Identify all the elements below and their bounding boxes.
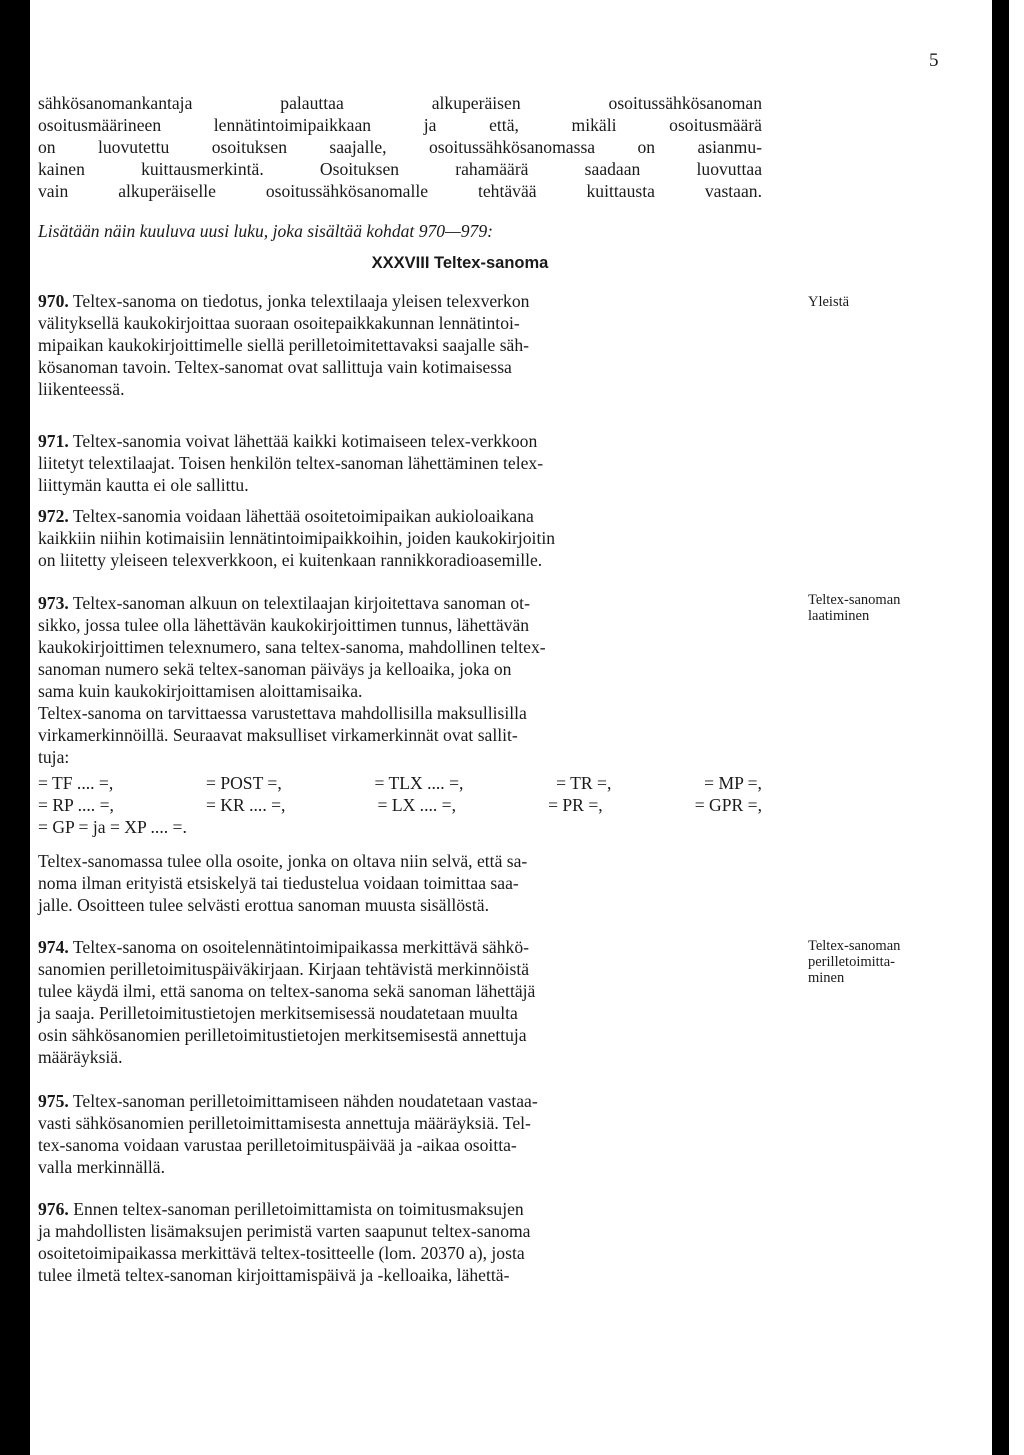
- section-971: [38, 430, 762, 496]
- code: = TR =,: [556, 773, 612, 793]
- text-line: tuja:: [38, 747, 70, 767]
- text-line: ja mahdollisten lisämaksujen perimistä varten saapunut teltex-sanoma: [38, 1221, 531, 1241]
- code: = GP = ja = XP .... =.: [38, 817, 187, 837]
- intro-paragraph: [38, 92, 762, 282]
- code: = TLX .... =,: [374, 773, 464, 793]
- code: = GPR =,: [694, 795, 762, 815]
- section-number: 970.: [38, 291, 69, 311]
- section-number: 971.: [38, 431, 69, 451]
- text-line: Teltex-sanoman perilletoimittamiseen nähden noudatetaan vastaa-: [72, 1091, 538, 1111]
- text-line: valla merkinnällä.: [38, 1157, 166, 1177]
- side-note-line: Teltex-sanoman: [808, 592, 901, 608]
- service-codes: [38, 772, 762, 838]
- text-line: vain alkuperäiselle osoitussähkösanomalle tehtävää kuittausta vastaan.: [38, 181, 762, 201]
- code: = POST =,: [206, 773, 282, 793]
- code: = MP =,: [704, 773, 762, 793]
- side-note-line: minen: [808, 970, 845, 986]
- text-line: noma ilman erityistä etsiskelyä tai tiedustelua voidaan toimittaa saa-: [38, 873, 519, 893]
- side-note-delivery: [808, 938, 978, 986]
- text-line: Teltex-sanoman alkuun on telextilaajan kirjoitettava sanoman ot-: [72, 593, 530, 613]
- code-row: [38, 816, 762, 838]
- code: = KR .... =,: [205, 795, 286, 815]
- text-line: Teltex-sanomia voivat lähettää kaikki kotimaiseen telex-verkkoon: [72, 431, 538, 451]
- section-974: [38, 936, 762, 1068]
- side-note-line: Teltex-sanoman: [808, 938, 901, 954]
- text-line: kainen kuittausmerkintä. Osoituksen rahamäärä saadaan luovuttaa: [38, 159, 762, 179]
- section-number: 975.: [38, 1091, 69, 1111]
- text-line: sähkösanomankantaja palauttaa alkuperäisen osoitussähkösanoman: [38, 93, 762, 113]
- section-972: [38, 505, 762, 571]
- text-line: Teltex-sanoma on tiedotus, jonka telextilaaja yleisen telexverkon: [72, 291, 530, 311]
- code: = PR =,: [548, 795, 603, 815]
- section-number: 974.: [38, 937, 69, 957]
- text-line: osoitetoimipaikassa merkittävä teltex-tositteelle (lom. 20370 a), josta: [38, 1243, 525, 1263]
- text-line: Teltex-sanoma on osoitelennätintoimipaikassa merkittävä sähkö-: [72, 937, 529, 957]
- text-line: sama kuin kaukokirjoittamisen aloittamisaika.: [38, 681, 363, 701]
- amendment-note: Lisätään näin kuuluva uusi luku, joka sisältää kohdat 970—979:: [38, 221, 493, 241]
- text-line: on luovutettu osoituksen saajalle, osoitussähkösanomassa on asianmu-: [38, 137, 762, 157]
- text-line: osoitusmäärineen lennätintoimipaikkaan ja että, mikäli osoitusmäärä: [38, 115, 762, 135]
- section-number: 973.: [38, 593, 69, 613]
- text-line: jalle. Osoitteen tulee selvästi erottua sanoman muusta sisällöstä.: [38, 895, 489, 915]
- text-line: osin sähkösanomien perilletoimitustietojen merkitsemisestä annettuja: [38, 1025, 527, 1045]
- text-line: liittymän kautta ei ole sallittu.: [38, 475, 249, 495]
- code: = TF .... =,: [38, 773, 114, 793]
- text-line: sikko, jossa tulee olla lähettävän kaukokirjoittimen tunnus, lähettävän: [38, 615, 530, 635]
- text-line: Teltex-sanomia voidaan lähettää osoitetoimipaikan aukioloaikana: [72, 506, 534, 526]
- side-note-composition: [808, 592, 978, 624]
- section-973: [38, 592, 762, 916]
- text-line: mipaikan kaukokirjoittimelle siellä perilletoimitettavaksi saajalle säh-: [38, 335, 530, 355]
- side-note-line: laatiminen: [808, 608, 870, 624]
- code-row: [38, 794, 762, 816]
- text-line: tex-sanoma voidaan varustaa perilletoimituspäivää ja -aikaa osoitta-: [38, 1135, 517, 1155]
- text-line: vasti sähkösanomien perilletoimittamisesta annettuja määräyksiä. Tel-: [38, 1113, 531, 1133]
- text-line: kaikkiin niihin kotimaisiin lennätintoimipaikkoihin, joiden kaukokirjoitin: [38, 528, 556, 548]
- text-line: virkamerkinnöillä. Seuraavat maksulliset virkamerkinnät ovat sallit-: [38, 725, 518, 745]
- side-note-line: perilletoimitta-: [808, 954, 895, 970]
- document-page: [30, 0, 992, 1455]
- text-line: määräyksiä.: [38, 1047, 123, 1067]
- text-line: sanoman numero sekä teltex-sanoman päiväys ja kelloaika, joka on: [38, 659, 512, 679]
- text-line: Ennen teltex-sanoman perilletoimittamista on toimitusmaksujen: [73, 1199, 524, 1219]
- chapter-heading: XXXVIII Teltex-sanoma: [371, 254, 549, 272]
- text-line: liikenteessä.: [38, 379, 125, 399]
- section-975: [38, 1090, 762, 1178]
- text-line: Teltex-sanoma on tarvittaessa varustettava mahdollisilla maksullisilla: [38, 703, 527, 723]
- code: = RP .... =,: [38, 795, 114, 815]
- text-line: Teltex-sanomassa tulee olla osoite, jonka on oltava niin selvä, että sa-: [38, 851, 528, 871]
- code-row: [38, 772, 762, 794]
- text-line: välityksellä kaukokirjoittaa suoraan osoitepaikkakunnan lennätintoi-: [38, 313, 520, 333]
- address-paragraph: [38, 850, 762, 916]
- text-line: on liitetty yleiseen telexverkkoon, ei kuitenkaan rannikkoradioasemille.: [38, 550, 543, 570]
- section-970: [38, 290, 762, 400]
- text-line: tulee käydä ilmi, että sanoma on teltex-sanoma sekä sanoman lähettäjä: [38, 981, 536, 1001]
- side-note-general: Yleistä: [808, 294, 850, 310]
- text-line: sanomien perilletoimituspäiväkirjaan. Kirjaan tehtävistä merkinnöistä: [38, 959, 530, 979]
- text-line: ja saaja. Perilletoimitustietojen merkitsemisessä noudatetaan muulta: [38, 1003, 518, 1023]
- text-line: kaukokirjoittimen telexnumero, sana teltex-sanoma, mahdollinen teltex-: [38, 637, 546, 657]
- page-number: 5: [929, 50, 939, 71]
- text-line: tulee ilmetä teltex-sanoman kirjoittamispäivä ja -kelloaika, lähettä-: [38, 1265, 510, 1285]
- section-number: 972.: [38, 506, 69, 526]
- text-line: liitetyt telextilaajat. Toisen henkilön teltex-sanoman lähettäminen telex-: [38, 453, 544, 473]
- code: = LX .... =,: [377, 795, 457, 815]
- text-line: kösanoman tavoin. Teltex-sanomat ovat sallittuja vain kotimaisessa: [38, 357, 512, 377]
- scan-edge: [1009, 0, 1024, 1455]
- section-number: 976.: [38, 1199, 69, 1219]
- section-976: [38, 1198, 762, 1286]
